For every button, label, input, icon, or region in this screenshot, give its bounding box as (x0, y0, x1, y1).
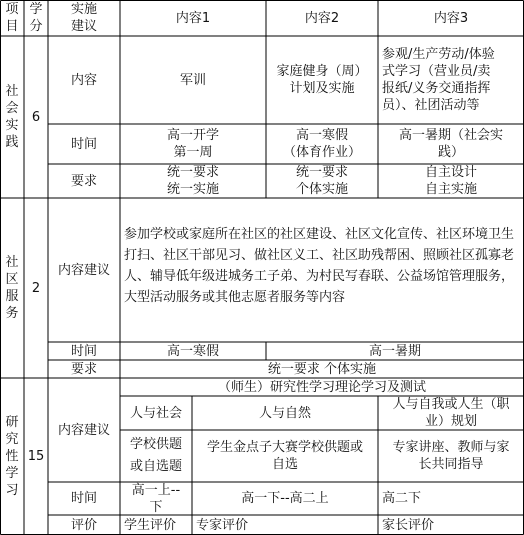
header-content1: 内容1 (175, 10, 211, 26)
label-requirement: 要求 (70, 361, 97, 377)
label-time: 时间 (70, 136, 97, 152)
rs-time-3: 高二下 (382, 491, 422, 506)
rs-topic-2: 人与自然 (258, 405, 311, 421)
cs-time-1: 高一寒假 (166, 343, 219, 359)
project-social-practice: 社 会 实 践 (5, 84, 19, 150)
sp-time-3: 高一暑期（社会实 践） (398, 128, 503, 160)
credit-social-practice: 6 (31, 109, 41, 125)
sp-req-3: 自主设计 自主实施 (424, 165, 477, 197)
sp-req-1: 统一要求 统一实施 (166, 165, 219, 197)
sp-time-1: 高一开学 第一周 (166, 128, 219, 160)
rs-theory: （师生）研究性学习理论学习及测试 (217, 379, 426, 395)
rs-source-2: 学生金点子大赛学校供题或 自选 (206, 440, 363, 472)
header-content2: 内容2 (304, 10, 340, 26)
rs-time-1: 高一上-- 下 (131, 482, 181, 515)
label-evaluation: 评价 (70, 517, 97, 533)
project-research-study: 研 究 性 学 习 (5, 415, 19, 498)
label-content: 内容 (70, 72, 97, 88)
label-content-suggestion: 内容建议 (57, 262, 110, 278)
rs-eval-1: 学生评价 (124, 517, 177, 533)
rs-source-3: 专家讲座、教师与家 长共同指导 (392, 440, 510, 472)
cs-content: 参加学校或家庭所在社区的社区建设、社区文化宣传、社区环境卫生打扫、社区干部见习、做社区义工、社区助残帮困、照顾社区孤寡老人、辅导低年级进城务工子弟、为村民写春联、公益场馆管理服务，大型活动服务或其他志愿者服务等内容 (124, 227, 515, 305)
header-content3: 内容3 (433, 10, 469, 26)
header-project: 项 目 (5, 2, 19, 34)
credit-community-service: 2 (31, 280, 41, 296)
label-requirement: 要求 (70, 173, 97, 189)
rs-topic-3: 人与自我或人生（职 业）规划 (392, 397, 510, 429)
sp-content-3: 参观/生产劳动/体验 式学习（营业员/卖 报纸/义务交通指挥 员）、社团活动等 (382, 47, 495, 113)
sp-time-2: 高一寒假 （体育作业） (282, 128, 361, 160)
rs-time-2: 高一下--高二上 (241, 491, 329, 506)
rs-eval-2: 专家评价 (196, 517, 249, 533)
cs-time-2: 高一暑期 (368, 343, 421, 359)
cs-requirement: 统一要求 个体实施 (267, 361, 377, 377)
project-community-service: 社 区 服 务 (5, 255, 19, 321)
sp-content-1: 军训 (179, 72, 206, 88)
sp-content-2: 家庭健身（周） 计划及实施 (276, 64, 368, 96)
sp-req-2: 统一要求 个体实施 (295, 165, 348, 197)
header-implementation: 实施 建议 (70, 2, 97, 34)
label-content-suggestion: 内容建议 (57, 422, 110, 438)
rs-eval-3: 家长评价 (382, 517, 435, 533)
header-credit: 学 分 (29, 2, 43, 34)
label-time: 时间 (70, 343, 97, 359)
label-time: 时间 (70, 491, 97, 506)
credit-research-study: 15 (27, 449, 45, 464)
rs-source-1: 学校供题 或自选题 (129, 437, 182, 474)
rs-topic-1: 人与社会 (129, 405, 182, 421)
